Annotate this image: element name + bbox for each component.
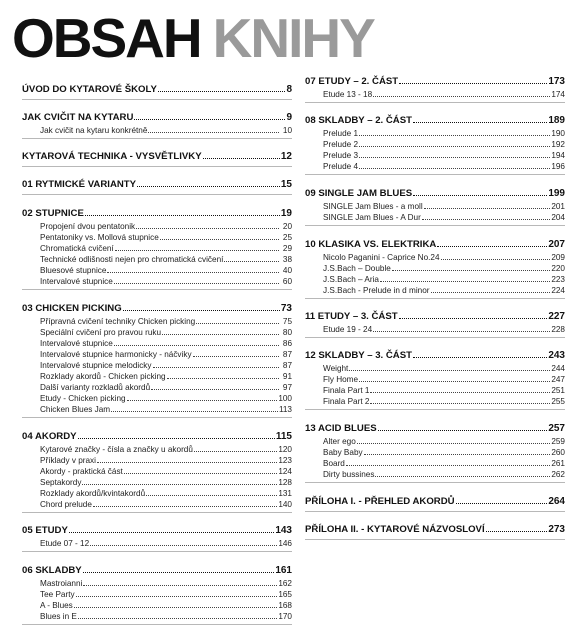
section-title: 02 STUPNICE bbox=[22, 208, 84, 219]
toc-entry[interactable] bbox=[305, 263, 565, 274]
toc-entry[interactable] bbox=[22, 404, 292, 415]
dot-leader bbox=[124, 473, 278, 474]
dot-leader bbox=[114, 283, 279, 284]
dot-leader bbox=[346, 465, 550, 466]
toc-section bbox=[22, 177, 292, 195]
toc-entry[interactable] bbox=[22, 466, 292, 477]
entry-label: Fly Home bbox=[323, 375, 359, 384]
toc-entry[interactable] bbox=[305, 324, 565, 335]
entry-page-number: 170 bbox=[278, 612, 292, 621]
toc-entry[interactable] bbox=[22, 327, 292, 338]
entry-page-number: 190 bbox=[551, 129, 565, 138]
dot-leader bbox=[399, 83, 547, 84]
dot-leader bbox=[194, 451, 277, 452]
section-heading[interactable] bbox=[22, 523, 292, 538]
dot-leader bbox=[146, 495, 277, 496]
section-heading[interactable] bbox=[305, 74, 565, 89]
toc-section bbox=[22, 429, 292, 513]
entry-page-number: 162 bbox=[278, 579, 292, 588]
dot-leader bbox=[359, 168, 550, 169]
entry-page-number: 192 bbox=[551, 140, 565, 149]
entry-label: SINGLE Jam Blues - a moll bbox=[323, 202, 423, 211]
toc-section bbox=[22, 110, 292, 139]
toc-entry[interactable] bbox=[22, 243, 292, 254]
entry-label: Prelude 1 bbox=[323, 129, 359, 138]
dot-leader bbox=[111, 411, 278, 412]
section-heading[interactable] bbox=[305, 348, 565, 363]
dot-leader bbox=[137, 186, 280, 187]
dot-leader bbox=[359, 381, 550, 382]
entry-page-number: 140 bbox=[278, 500, 292, 509]
dot-leader bbox=[97, 462, 277, 463]
entry-page-number: 201 bbox=[551, 202, 565, 211]
entry-label: Mastroianni bbox=[40, 579, 83, 588]
entry-label: Rozklady akordů - Chicken picking bbox=[40, 372, 166, 381]
section-heading[interactable] bbox=[305, 522, 565, 537]
entry-page-number: 75 bbox=[282, 317, 292, 326]
toc-entry[interactable] bbox=[22, 221, 292, 232]
dot-leader bbox=[78, 438, 275, 439]
entry-label: Chord prelude bbox=[40, 500, 92, 509]
toc-section bbox=[305, 494, 565, 512]
entry-label: J.S.Bach – Double bbox=[323, 264, 391, 273]
toc-section bbox=[305, 348, 565, 410]
dot-leader bbox=[378, 430, 548, 431]
dot-leader bbox=[486, 531, 548, 532]
toc-entry[interactable] bbox=[305, 469, 565, 480]
section-page-number: 19 bbox=[280, 208, 292, 219]
toc-entry[interactable] bbox=[22, 455, 292, 466]
entry-page-number: 196 bbox=[551, 162, 565, 171]
toc-section bbox=[22, 301, 292, 418]
entry-label: Etude 19 - 24 bbox=[323, 325, 373, 334]
toc-section bbox=[22, 149, 292, 167]
dot-leader bbox=[107, 272, 279, 273]
entry-page-number: 259 bbox=[551, 437, 565, 446]
entry-page-number: 87 bbox=[282, 350, 292, 359]
entry-label: Septakordy bbox=[40, 478, 82, 487]
dot-leader bbox=[114, 345, 279, 346]
entry-page-number: 209 bbox=[551, 253, 565, 262]
entry-label: Finala Part 1 bbox=[323, 386, 370, 395]
dot-leader bbox=[392, 270, 551, 271]
section-title: ÚVOD DO KYTAROVÉ ŠKOLY bbox=[22, 84, 157, 95]
toc-section bbox=[22, 82, 292, 100]
dot-leader bbox=[134, 119, 285, 120]
toc-section bbox=[305, 186, 565, 226]
entry-label: Board bbox=[323, 459, 345, 468]
toc-entry[interactable] bbox=[22, 578, 292, 589]
dot-leader bbox=[93, 506, 277, 507]
dot-leader bbox=[115, 250, 279, 251]
entry-label: Rozklady akordů/kvintakordů bbox=[40, 489, 146, 498]
entry-label: J.S.Bach – Aria bbox=[323, 275, 379, 284]
dot-leader bbox=[224, 261, 279, 262]
dot-leader bbox=[364, 454, 551, 455]
dot-leader bbox=[160, 239, 279, 240]
section-page-number: 9 bbox=[286, 112, 292, 123]
entry-label: SINGLE Jam Blues - A Dur bbox=[323, 213, 421, 222]
toc-entry[interactable] bbox=[305, 363, 565, 374]
entry-label: Blues in E bbox=[40, 612, 77, 621]
title-knihy: KNIHY bbox=[212, 7, 374, 69]
dot-leader bbox=[431, 292, 551, 293]
section-page-number: 189 bbox=[548, 115, 565, 126]
section-heading[interactable] bbox=[305, 186, 565, 201]
toc-entry[interactable] bbox=[22, 444, 292, 455]
entry-label: Finala Part 2 bbox=[323, 397, 370, 406]
section-title: 01 RYTMICKÉ VARIANTY bbox=[22, 179, 137, 190]
toc-entry[interactable] bbox=[305, 396, 565, 407]
section-title: PŘÍLOHA II. - KYTAROVÉ NÁZVOSLOVÍ bbox=[305, 524, 485, 535]
toc-entry[interactable] bbox=[305, 212, 565, 223]
toc-entry[interactable] bbox=[22, 232, 292, 243]
entry-page-number: 146 bbox=[278, 539, 292, 548]
dot-leader bbox=[359, 157, 550, 158]
toc-section bbox=[22, 563, 292, 625]
entry-page-number: 204 bbox=[551, 213, 565, 222]
entry-page-number: 223 bbox=[551, 275, 565, 284]
entry-page-number: 262 bbox=[551, 470, 565, 479]
toc-entry[interactable] bbox=[305, 139, 565, 150]
toc-entry[interactable] bbox=[22, 589, 292, 600]
entry-label: A - Blues bbox=[40, 601, 73, 610]
entry-label: Bluesové stupnice bbox=[40, 266, 107, 275]
dot-leader bbox=[359, 135, 550, 136]
entry-page-number: 113 bbox=[278, 405, 292, 414]
dot-leader bbox=[193, 356, 279, 357]
section-title: 10 KLASIKA VS. ELEKTRIKA bbox=[305, 239, 437, 250]
entry-page-number: 86 bbox=[282, 339, 292, 348]
entry-page-number: 29 bbox=[282, 244, 292, 253]
toc-entry[interactable] bbox=[22, 611, 292, 622]
entry-page-number: 20 bbox=[282, 222, 292, 231]
entry-label: Intervalové stupnice melodicky bbox=[40, 361, 152, 370]
dot-leader bbox=[413, 122, 547, 123]
dot-leader bbox=[123, 310, 280, 311]
entry-label: Intervalové stupnice bbox=[40, 277, 113, 286]
toc-entry[interactable] bbox=[22, 360, 292, 371]
toc-section bbox=[22, 206, 292, 290]
toc-section bbox=[305, 237, 565, 299]
toc-entry[interactable] bbox=[22, 600, 292, 611]
section-heading[interactable] bbox=[22, 429, 292, 444]
toc-entry[interactable] bbox=[22, 265, 292, 276]
entry-label: Etudy - Chicken picking bbox=[40, 394, 126, 403]
section-heading[interactable] bbox=[305, 421, 565, 436]
entry-page-number: 261 bbox=[551, 459, 565, 468]
toc-entry[interactable] bbox=[305, 89, 565, 100]
toc-entry[interactable] bbox=[22, 538, 292, 549]
section-page-number: 73 bbox=[280, 303, 292, 314]
entry-page-number: 120 bbox=[278, 445, 292, 454]
toc-entry[interactable] bbox=[305, 128, 565, 139]
entry-label: Tee Party bbox=[40, 590, 75, 599]
toc-entry[interactable] bbox=[22, 371, 292, 382]
section-heading[interactable] bbox=[22, 82, 292, 97]
toc-right-column bbox=[305, 74, 565, 540]
entry-page-number: 244 bbox=[551, 364, 565, 373]
entry-page-number: 168 bbox=[278, 601, 292, 610]
toc-entry[interactable] bbox=[305, 161, 565, 172]
section-page-number: 264 bbox=[548, 496, 565, 507]
section-page-number: 115 bbox=[275, 431, 292, 442]
entry-label: Příklady v praxi bbox=[40, 456, 96, 465]
dot-leader bbox=[375, 476, 550, 477]
dot-leader bbox=[85, 215, 280, 216]
section-title: 06 SKLADBY bbox=[22, 565, 82, 576]
section-heading[interactable] bbox=[22, 110, 292, 125]
toc-entry[interactable] bbox=[22, 338, 292, 349]
dot-leader bbox=[370, 403, 550, 404]
section-heading[interactable] bbox=[305, 494, 565, 509]
entry-page-number: 220 bbox=[551, 264, 565, 273]
dot-leader bbox=[370, 392, 550, 393]
section-heading[interactable] bbox=[22, 206, 292, 221]
entry-label: J.S.Bach - Prelude in d minor bbox=[323, 286, 430, 295]
entry-page-number: 60 bbox=[282, 277, 292, 286]
entry-label: Baby Baby bbox=[323, 448, 363, 457]
entry-page-number: 40 bbox=[282, 266, 292, 275]
toc-entry[interactable] bbox=[305, 150, 565, 161]
toc-entry[interactable] bbox=[305, 385, 565, 396]
dot-leader bbox=[158, 91, 286, 92]
toc-left-column bbox=[22, 74, 292, 625]
section-page-number: 273 bbox=[548, 524, 565, 535]
dot-leader bbox=[357, 443, 551, 444]
section-title: 07 ETUDY – 2. ČÁST bbox=[305, 76, 399, 87]
section-heading[interactable] bbox=[305, 113, 565, 128]
dot-leader bbox=[74, 607, 278, 608]
dot-leader bbox=[373, 96, 550, 97]
entry-label: Akordy - praktická část bbox=[40, 467, 123, 476]
dot-leader bbox=[359, 146, 550, 147]
entry-page-number: 25 bbox=[282, 233, 292, 242]
title-obsah: OBSAH bbox=[12, 7, 201, 69]
dot-leader bbox=[136, 228, 279, 229]
toc-entry[interactable] bbox=[305, 458, 565, 469]
dot-leader bbox=[413, 357, 547, 358]
entry-page-number: 128 bbox=[278, 478, 292, 487]
entry-label: Prelude 2 bbox=[323, 140, 359, 149]
entry-page-number: 38 bbox=[282, 255, 292, 264]
entry-label: Pentatoniky vs. Mollová stupnice bbox=[40, 233, 159, 242]
section-title: 09 SINGLE JAM BLUES bbox=[305, 188, 413, 199]
entry-page-number: 165 bbox=[278, 590, 292, 599]
entry-page-number: 124 bbox=[278, 467, 292, 476]
section-page-number: 207 bbox=[548, 239, 565, 250]
section-title: 03 CHICKEN PICKING bbox=[22, 303, 122, 314]
section-heading[interactable] bbox=[22, 301, 292, 316]
entry-label: Kytarové značky - čísla a značky u akordů bbox=[40, 445, 193, 454]
entry-label: Etude 13 - 18 bbox=[323, 90, 373, 99]
entry-label: Další varianty rozkladů akordů bbox=[40, 383, 151, 392]
section-title: 05 ETUDY bbox=[22, 525, 68, 536]
entry-label: Intervalové stupnice bbox=[40, 339, 113, 348]
entry-page-number: 255 bbox=[551, 397, 565, 406]
toc-section bbox=[22, 523, 292, 552]
entry-label: Chromatická cvičení bbox=[40, 244, 114, 253]
entry-label: Prelude 4 bbox=[323, 162, 359, 171]
section-heading[interactable] bbox=[305, 237, 565, 252]
toc-section bbox=[305, 113, 565, 175]
dot-leader bbox=[441, 259, 551, 260]
entry-page-number: 97 bbox=[282, 383, 292, 392]
section-page-number: 173 bbox=[548, 76, 565, 87]
entry-page-number: 228 bbox=[551, 325, 565, 334]
dot-leader bbox=[148, 132, 279, 133]
toc-entry[interactable] bbox=[305, 201, 565, 212]
toc-entry[interactable] bbox=[22, 477, 292, 488]
toc-entry[interactable] bbox=[22, 488, 292, 499]
section-title: 12 SKLADBY – 3. ČÁST bbox=[305, 350, 412, 361]
entry-page-number: 224 bbox=[551, 286, 565, 295]
toc-section bbox=[305, 522, 565, 540]
entry-label: Weight bbox=[323, 364, 349, 373]
toc-entry[interactable] bbox=[305, 252, 565, 263]
section-title: 04 AKORDY bbox=[22, 431, 77, 442]
dot-leader bbox=[82, 484, 277, 485]
section-page-number: 8 bbox=[286, 84, 292, 95]
entry-label: Speciální cvičení pro pravou ruku bbox=[40, 328, 162, 337]
section-page-number: 143 bbox=[275, 525, 292, 536]
dot-leader bbox=[424, 208, 551, 209]
entry-page-number: 10 bbox=[282, 126, 292, 135]
toc-entry[interactable] bbox=[22, 276, 292, 287]
toc-entry[interactable] bbox=[22, 316, 292, 327]
entry-label: Dirty bussines bbox=[323, 470, 375, 479]
section-title: PŘÍLOHA I. - PŘEHLED AKORDŮ bbox=[305, 496, 455, 507]
entry-page-number: 251 bbox=[551, 386, 565, 395]
dot-leader bbox=[78, 618, 277, 619]
section-title: 11 ETUDY – 3. ČÁST bbox=[305, 311, 398, 322]
toc-section bbox=[305, 309, 565, 338]
toc-entry[interactable] bbox=[22, 254, 292, 265]
dot-leader bbox=[422, 219, 550, 220]
entry-label: Alter ego bbox=[323, 437, 356, 446]
section-page-number: 12 bbox=[280, 151, 292, 162]
toc-entry[interactable] bbox=[22, 125, 292, 136]
toc-entry[interactable] bbox=[22, 382, 292, 393]
dot-leader bbox=[83, 572, 275, 573]
toc-entry[interactable] bbox=[22, 499, 292, 510]
entry-page-number: 87 bbox=[282, 361, 292, 370]
entry-label: Jak cvičit na kytaru konkrétně bbox=[40, 126, 148, 135]
entry-page-number: 91 bbox=[282, 372, 292, 381]
toc-section bbox=[305, 421, 565, 483]
dot-leader bbox=[162, 334, 279, 335]
entry-page-number: 100 bbox=[278, 394, 292, 403]
entry-page-number: 131 bbox=[278, 489, 292, 498]
entry-label: Technické odlišnosti nejen pro chromatická cvičení bbox=[40, 255, 224, 264]
entry-label: Etude 07 - 12 bbox=[40, 539, 90, 548]
toc-entry[interactable] bbox=[305, 447, 565, 458]
dot-leader bbox=[83, 585, 277, 586]
dot-leader bbox=[151, 389, 279, 390]
toc-entry[interactable] bbox=[305, 285, 565, 296]
dot-leader bbox=[373, 331, 550, 332]
dot-leader bbox=[399, 318, 548, 319]
entry-page-number: 123 bbox=[278, 456, 292, 465]
entry-page-number: 80 bbox=[282, 328, 292, 337]
section-title: 08 SKLADBY – 2. ČÁST bbox=[305, 115, 412, 126]
entry-label: Prelude 3 bbox=[323, 151, 359, 160]
dot-leader bbox=[380, 281, 550, 282]
section-title: 13 ACID BLUES bbox=[305, 423, 377, 434]
section-heading[interactable] bbox=[22, 563, 292, 578]
section-page-number: 15 bbox=[280, 179, 292, 190]
section-heading[interactable] bbox=[305, 309, 565, 324]
entry-page-number: 247 bbox=[551, 375, 565, 384]
section-page-number: 199 bbox=[548, 188, 565, 199]
dot-leader bbox=[437, 246, 547, 247]
dot-leader bbox=[196, 323, 279, 324]
section-title: JAK CVIČIT NA KYTARU bbox=[22, 112, 134, 123]
entry-page-number: 260 bbox=[551, 448, 565, 457]
entry-label: Přípravná cvičení techniky Chicken picking bbox=[40, 317, 196, 326]
toc-section bbox=[305, 74, 565, 103]
toc-entry[interactable] bbox=[305, 274, 565, 285]
section-heading[interactable] bbox=[22, 149, 292, 164]
toc-entry[interactable] bbox=[22, 393, 292, 404]
section-page-number: 227 bbox=[548, 311, 565, 322]
dot-leader bbox=[127, 400, 278, 401]
entry-page-number: 194 bbox=[551, 151, 565, 160]
dot-leader bbox=[349, 370, 550, 371]
entry-label: Propojení dvou pentatonik bbox=[40, 222, 136, 231]
page-title bbox=[12, 8, 374, 68]
dot-leader bbox=[76, 596, 278, 597]
dot-leader bbox=[413, 195, 547, 196]
section-page-number: 257 bbox=[548, 423, 565, 434]
dot-leader bbox=[69, 532, 274, 533]
dot-leader bbox=[153, 367, 280, 368]
entry-label: Nicolo Paganini - Caprice No.24 bbox=[323, 253, 440, 262]
section-heading[interactable] bbox=[22, 177, 292, 192]
entry-label: Intervalové stupnice harmonicky - náčviky bbox=[40, 350, 192, 359]
entry-page-number: 174 bbox=[551, 90, 565, 99]
section-title: KYTAROVÁ TECHNIKA - VYSVĚTLIVKY bbox=[22, 151, 202, 162]
dot-leader bbox=[203, 158, 280, 159]
entry-label: Chicken Blues Jam bbox=[40, 405, 111, 414]
section-page-number: 243 bbox=[548, 350, 565, 361]
dot-leader bbox=[456, 503, 548, 504]
dot-leader bbox=[90, 545, 277, 546]
toc-entry[interactable] bbox=[305, 374, 565, 385]
toc-entry[interactable] bbox=[305, 436, 565, 447]
dot-leader bbox=[167, 378, 279, 379]
section-page-number: 161 bbox=[275, 565, 292, 576]
toc-entry[interactable] bbox=[22, 349, 292, 360]
